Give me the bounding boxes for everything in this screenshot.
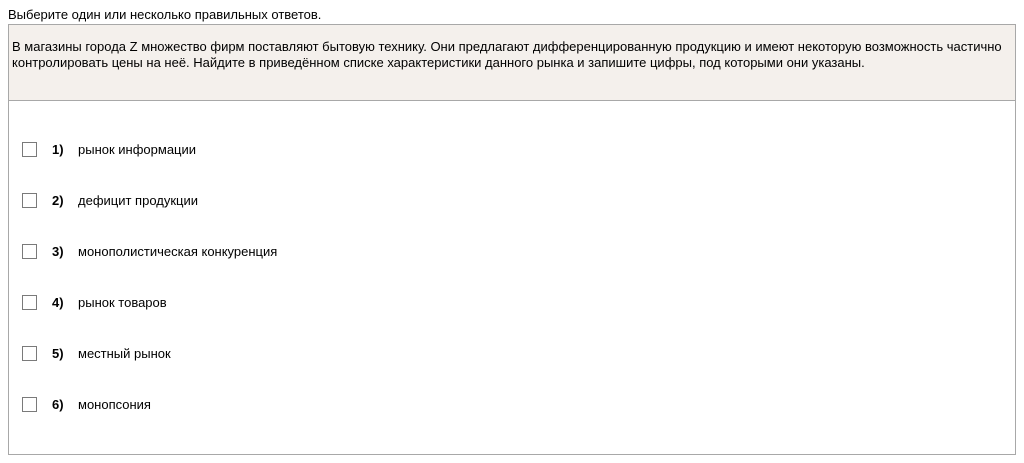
question-box xyxy=(8,24,1016,455)
option-1[interactable] xyxy=(9,140,509,160)
option-number: 3) xyxy=(52,244,64,259)
question-text: В магазины города Z множество фирм поставляют бытовую технику. Они предлагают дифференцированную продукцию и имеют некоторую возможность частично контролировать цены на неё. Найдите в приведённом списке характеристики данного рынка и запишите цифры, под которыми они указаны. xyxy=(9,25,1015,101)
option-label: монопсония xyxy=(78,397,151,412)
option-5[interactable] xyxy=(9,344,509,364)
option-label: рынок информации xyxy=(78,142,197,157)
option-4[interactable] xyxy=(9,293,509,313)
option-label: местный рынок xyxy=(78,346,171,361)
checkbox-option-3[interactable] xyxy=(22,244,37,259)
option-number: 4) xyxy=(52,295,64,310)
option-number: 1) xyxy=(52,142,64,157)
option-number: 2) xyxy=(52,193,64,208)
option-2[interactable] xyxy=(9,191,509,211)
option-3[interactable] xyxy=(9,242,509,262)
checkbox-option-1[interactable] xyxy=(22,142,37,157)
option-number: 6) xyxy=(52,397,64,412)
checkbox-option-6[interactable] xyxy=(22,397,37,412)
checkbox-option-5[interactable] xyxy=(22,346,37,361)
instruction-text: Выберите один или несколько правильных ответов. xyxy=(8,7,322,22)
checkbox-option-4[interactable] xyxy=(22,295,37,310)
option-6[interactable] xyxy=(9,395,509,415)
option-label: рынок товаров xyxy=(78,295,167,310)
option-label: дефицит продукции xyxy=(78,193,199,208)
option-number: 5) xyxy=(52,346,64,361)
option-label: монополистическая конкуренция xyxy=(78,244,278,259)
checkbox-option-2[interactable] xyxy=(22,193,37,208)
